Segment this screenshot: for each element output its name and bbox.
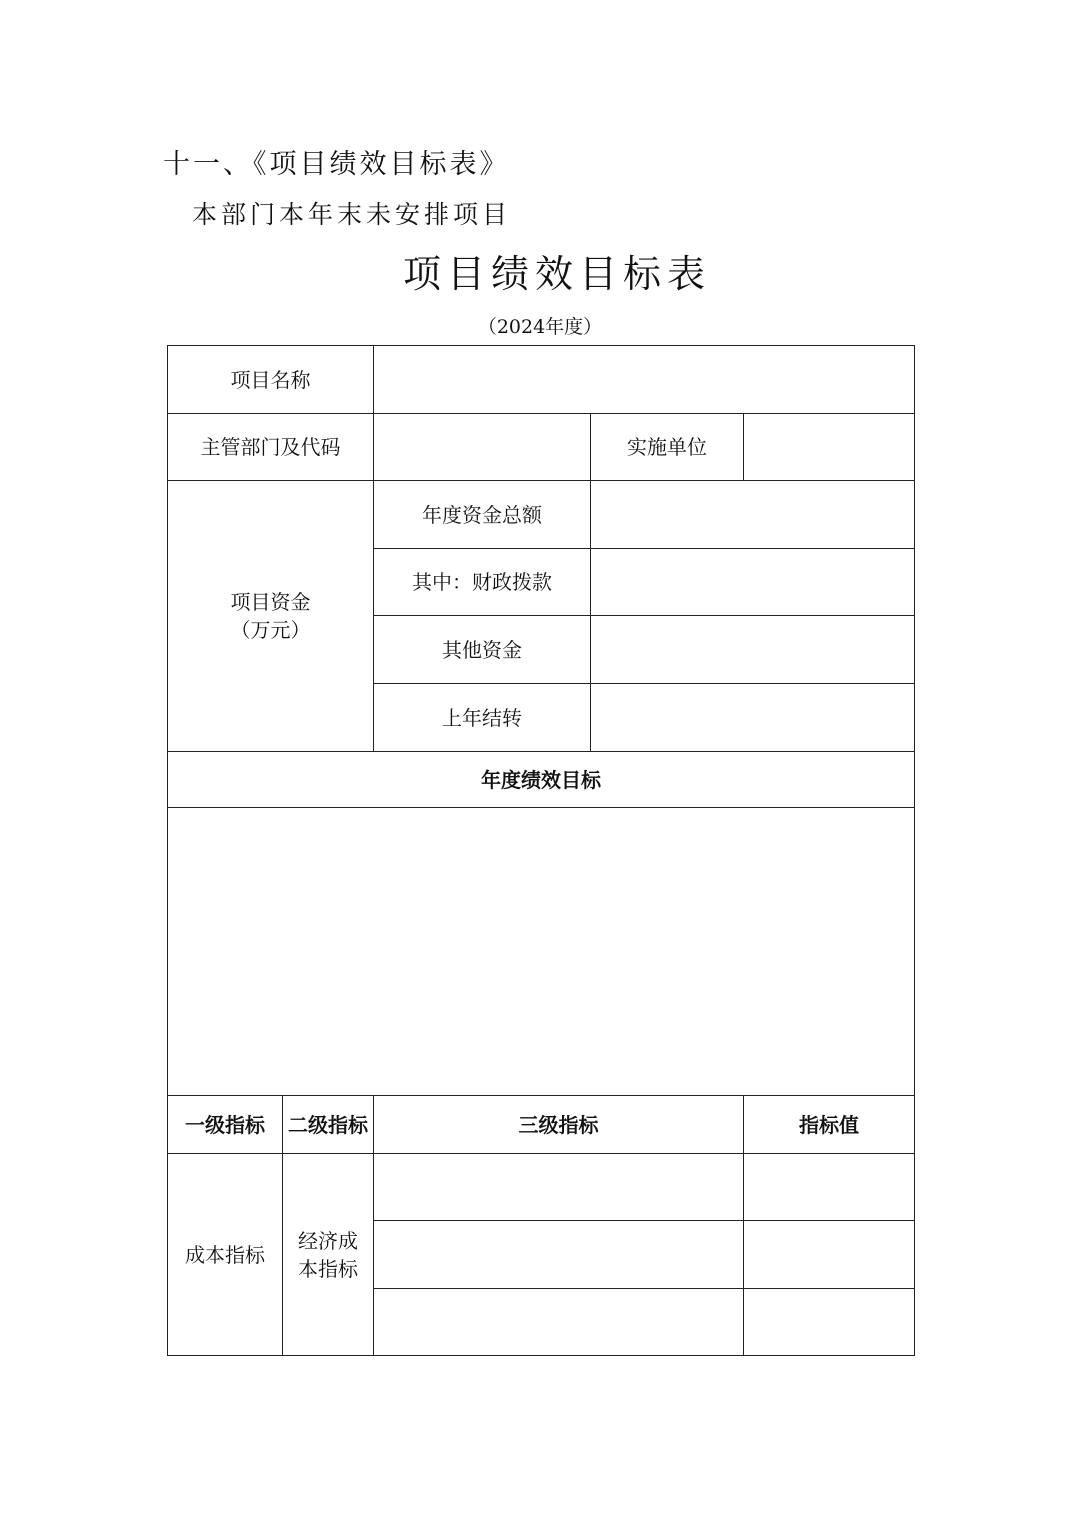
- page-title: 项目绩效目标表: [402, 252, 711, 296]
- project-funds-label: [168, 481, 374, 752]
- col-value: 指标值: [744, 1096, 915, 1154]
- fiscal-label: 其中：财政拨款: [374, 549, 591, 616]
- level3-cell: [374, 1154, 744, 1221]
- carryover-value: [591, 684, 915, 752]
- value-cell: [744, 1154, 915, 1221]
- fiscal-value: [591, 549, 915, 616]
- level3-cell: [374, 1221, 744, 1289]
- annual-goal-content: [168, 808, 915, 1096]
- annual-goal-header: 年度绩效目标: [168, 752, 915, 808]
- dept-code-value: [374, 414, 591, 481]
- level3-cell: [374, 1289, 744, 1356]
- value-cell: [744, 1289, 915, 1356]
- carryover-label: 上年结转: [374, 684, 591, 752]
- project-name-label: 项目名称: [168, 346, 374, 414]
- annual-total-value: [591, 481, 915, 549]
- impl-unit-value: [744, 414, 915, 481]
- cost-indicator: 成本指标: [168, 1154, 283, 1356]
- col-level2: 二级指标: [283, 1096, 374, 1154]
- project-name-value: [374, 346, 915, 414]
- funds-unit: （万元）: [230, 618, 311, 642]
- col-level3: 三级指标: [374, 1096, 744, 1154]
- dept-code-label: 主管部门及代码: [168, 414, 374, 481]
- impl-unit-label: 实施单位: [591, 414, 744, 481]
- funds-label: 项目资金: [230, 590, 311, 614]
- annual-total-label: 年度资金总额: [374, 481, 591, 549]
- value-cell: [744, 1221, 915, 1289]
- other-funds-value: [591, 616, 915, 684]
- section-heading: 十一、《项目绩效目标表》: [163, 149, 510, 180]
- econ-cost-indicator: 经济成本指标: [283, 1154, 374, 1356]
- year-label: （2024年度）: [477, 316, 603, 338]
- col-level1: 一级指标: [168, 1096, 283, 1154]
- section-note: 本部门本年末未安排项目: [192, 200, 512, 229]
- performance-goal-table: [167, 345, 915, 1356]
- other-funds-label: 其他资金: [374, 616, 591, 684]
